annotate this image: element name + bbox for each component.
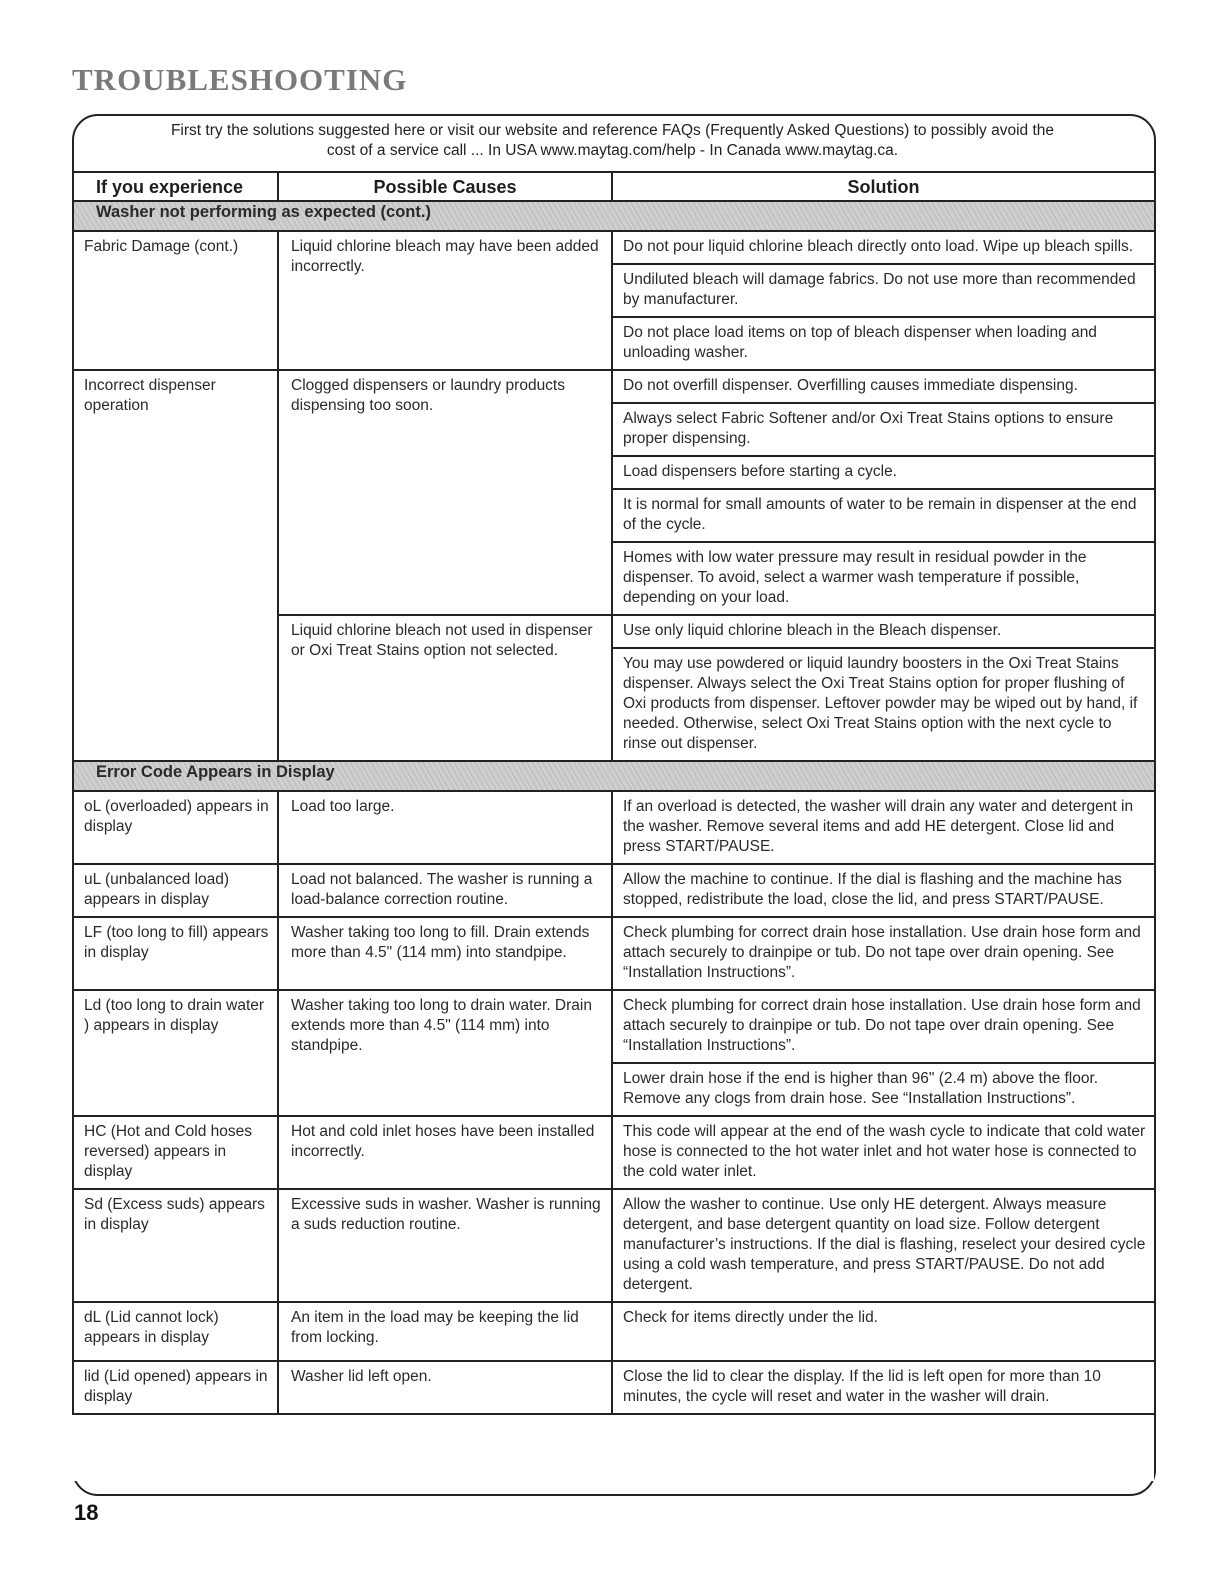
cause-cell: Washer lid left open. [278,1361,612,1414]
table-header-row [73,172,1155,201]
solution-cell: Do not overfill dispenser. Overfilling causes immediate dispensing. [612,370,1155,403]
experience-cell: Incorrect dispenser operation [73,370,278,761]
solution-cell: Homes with low water pressure may result in residual powder in the dispenser. To avoid, select a warmer wash temperature if possible, depending on your load. [612,542,1155,615]
section-title-error-code: Error Code Appears in Display [73,761,1155,791]
solution-cell: Always select Fabric Softener and/or Oxi Treat Stains options to ensure proper dispensing. [612,403,1155,456]
experience-cell: LF (too long to fill) appears in display [73,917,278,990]
experience-cell: Fabric Damage (cont.) [73,231,278,370]
cause-cell: Liquid chlorine bleach not used in dispenser or Oxi Treat Stains option not selected. [278,615,612,761]
intro-line-2: cost of a service call ... In USA www.maytag.com/help - In Canada www.maytag.ca. [326,142,899,159]
cause-cell: Washer taking too long to fill. Drain extends more than 4.5" (114 mm) into standpipe. [278,917,612,990]
solution-cell: Close the lid to clear the display. If the lid is left open for more than 10 minutes, the cycle will reset and water in the washer will drain. [612,1361,1155,1414]
cause-cell: Liquid chlorine bleach may have been added incorrectly. [278,231,612,370]
solution-cell: Lower drain hose if the end is higher than 96" (2.4 m) above the floor. Remove any clogs from drain hose. See “Installation Instructions”. [612,1063,1155,1116]
cause-cell: Hot and cold inlet hoses have been installed incorrectly. [278,1116,612,1189]
intro-line-1: First try the solutions suggested here or visit our website and reference FAQs (Frequently Asked Questions) to possibly avoid the [170,122,1055,139]
cause-cell: Load not balanced. The washer is running a load-balance correction routine. [278,864,612,917]
table-row [73,1116,1155,1189]
experience-cell: lid (Lid opened) appears in display [73,1361,278,1414]
section-header [73,761,1155,791]
table-row [73,1302,1155,1361]
solution-cell: Do not place load items on top of bleach dispenser when loading and unloading washer. [612,317,1155,370]
solution-cell: Check plumbing for correct drain hose installation. Use drain hose form and attach securely to drainpipe or tub. Do not tape over drain opening. See “Installation Instructions”. [612,990,1155,1063]
header-causes: Possible Causes [278,172,612,201]
solution-cell: Use only liquid chlorine bleach in the Bleach dispenser. [612,615,1155,648]
table-row [73,1189,1155,1302]
experience-cell: dL (Lid cannot lock) appears in display [73,1302,278,1361]
experience-cell: uL (unbalanced load) appears in display [73,864,278,917]
solution-cell: Allow the washer to continue. Use only HE detergent. Always measure detergent, and base detergent quantity on load size. Follow detergent manufacturer’s instructions. If the dial is flashing, reselect your desired cycle using a cold wash temperature, and press START/PAUSE. Do not add detergent. [612,1189,1155,1302]
solution-cell: Check for items directly under the lid. [612,1302,1155,1361]
cause-cell: An item in the load may be keeping the lid from locking. [278,1302,612,1361]
solution-cell: Do not pour liquid chlorine bleach directly onto load. Wipe up bleach spills. [612,231,1155,264]
cause-cell: Excessive suds in washer. Washer is running a suds reduction routine. [278,1189,612,1302]
solution-cell: It is normal for small amounts of water to be remain in dispenser at the end of the cycle. [612,489,1155,542]
solution-cell: Allow the machine to continue. If the dial is flashing and the machine has stopped, redistribute the load, close the lid, and press START/PAUSE. [612,864,1155,917]
solution-cell: Undiluted bleach will damage fabrics. Do not use more than recommended by manufacturer. [612,264,1155,317]
solution-cell: Check plumbing for correct drain hose installation. Use drain hose form and attach securely to drainpipe or tub. Do not tape over drain opening. See “Installation Instructions”. [612,917,1155,990]
solution-cell: This code will appear at the end of the wash cycle to indicate that cold water hose is connected to the hot water inlet and hot water hose is connected to the cold water inlet. [612,1116,1155,1189]
page-number: 18 [74,1500,99,1525]
intro-text [90,121,1135,161]
cause-cell: Clogged dispensers or laundry products dispensing too soon. [278,370,612,615]
table-row [73,917,1155,990]
table-row [73,370,1155,403]
table-row [73,864,1155,917]
table-row [73,231,1155,264]
experience-cell: Ld (too long to drain water ) appears in display [73,990,278,1116]
solution-cell: If an overload is detected, the washer will drain any water and detergent in the washer. Remove several items and add HE detergent. Close lid and press START/PAUSE. [612,791,1155,864]
solution-cell: You may use powdered or liquid laundry boosters in the Oxi Treat Stains dispenser. Always select the Oxi Treat Stains option for proper flushing of Oxi products from dispenser. Leftover powder may be wiped out by hand, if needed. Otherwise, select Oxi Treat Stains option with the next cycle to rinse out dispenser. [612,648,1155,761]
table-row [73,1361,1155,1414]
cause-cell: Load too large. [278,791,612,864]
experience-cell: oL (overloaded) appears in display [73,791,278,864]
solution-cell: Load dispensers before starting a cycle. [612,456,1155,489]
cause-cell: Washer taking too long to drain water. Drain extends more than 4.5" (114 mm) into standpipe. [278,990,612,1116]
experience-cell: HC (Hot and Cold hoses reversed) appears in display [73,1116,278,1189]
header-experience: If you experience [73,172,278,201]
table-row [73,791,1155,864]
section-header [73,201,1155,231]
header-solution: Solution [612,172,1155,201]
page-title: TROUBLESHOOTING [72,62,408,97]
troubleshooting-table [72,171,1156,1415]
experience-cell: Sd (Excess suds) appears in display [73,1189,278,1302]
table-row [73,990,1155,1063]
section-title-washer: Washer not performing as expected (cont.) [73,201,1155,231]
